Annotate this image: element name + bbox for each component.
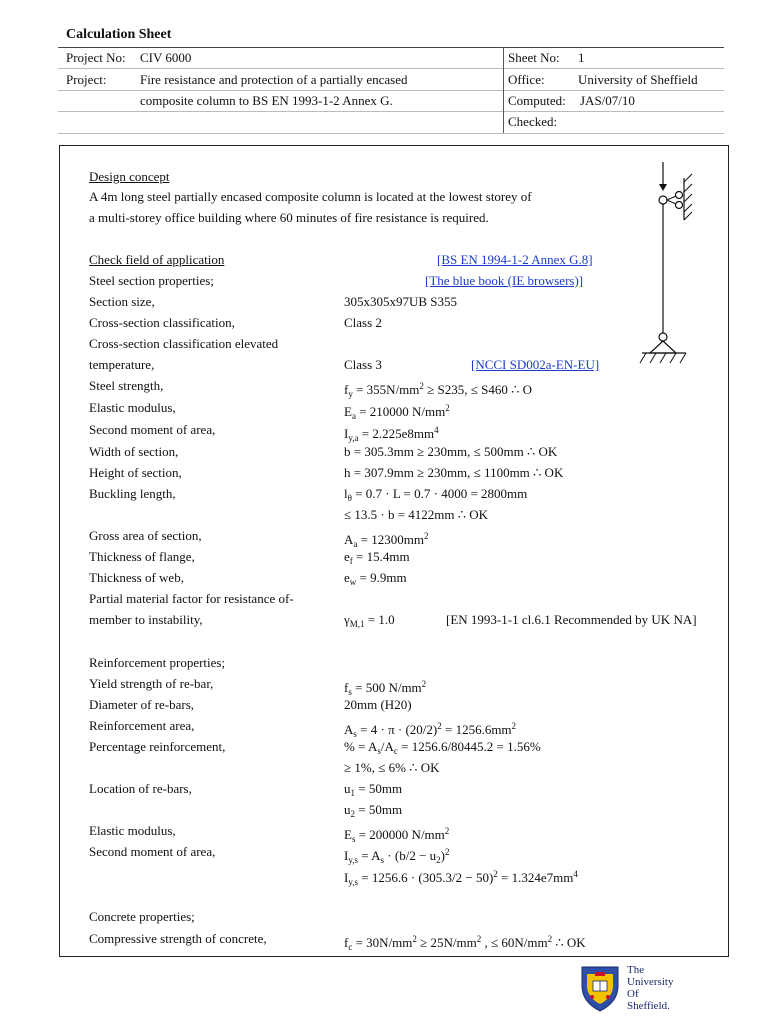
concept-line-1: A 4m long steel partially encased composite column is located at the lowest storey of xyxy=(89,189,532,204)
check-field-heading: Check field of application xyxy=(89,252,225,267)
percentage-formula-1: % = $A_s/A_c = 1256.6/80445.2 = 1.56\%$ xyxy=(344,739,541,756)
flange-label: Thickness of flange, xyxy=(89,549,195,564)
ncci-link[interactable]: [NCCI SD002a-EN-EU] xyxy=(471,357,600,372)
compressive-formula: $f_c = 30N/mm^2 \ge 25N/mm^2$ , ≤ $60N/mm^2$ ∴ OK xyxy=(344,934,586,952)
computed-label: Computed: xyxy=(508,93,566,108)
second-moment-reinf-label: Second moment of area, xyxy=(89,844,216,859)
elastic-modulus-reinf-formula: $E_s = 200000$ $N/mm^2$ xyxy=(344,826,450,844)
partial-factor-label-2: member to instability, xyxy=(89,612,203,627)
gross-area-formula: $A_a = 12300mm^2$ xyxy=(344,531,429,549)
annex-g8-link[interactable]: [BS EN 1994-1-2 Annex G.8] xyxy=(437,252,593,267)
blue-book-link[interactable]: [The blue book (IE browsers)] xyxy=(425,273,584,288)
buckling-formula-1: $l_\theta = 0.7 \cdot L = 0.7 \cdot 4000 = 2800mm$ xyxy=(344,486,528,503)
reinforcement-heading: Reinforcement properties; xyxy=(89,655,226,670)
classification-elevated-label-1: Cross-section classification elevated xyxy=(89,336,279,351)
classification-label: Cross-section classification, xyxy=(89,315,235,330)
steel-props-heading: Steel section properties; xyxy=(89,273,214,288)
office-value: University of Sheffield xyxy=(578,72,698,87)
second-moment-reinf-formula-1: $I_{y,s} = A_s \cdot (b/2 - u_2)^2$ xyxy=(344,847,450,865)
reinforcement-area-formula: $A_s = 4 \cdot \pi \cdot (20/2)^2 = 1256.6mm^2$ xyxy=(344,721,517,739)
project-no-value: CIV 6000 xyxy=(140,50,192,65)
project-line-2: composite column to BS EN 1993-1-2 Annex G. xyxy=(140,93,393,108)
web-formula: $e_w = 9.9mm$ xyxy=(344,570,407,587)
second-moment-label: Second moment of area, xyxy=(89,422,216,437)
location-u1: $u_1 = 50mm$ xyxy=(344,781,403,798)
sheet-title: Calculation Sheet xyxy=(66,27,172,42)
compressive-label: Compressive strength of concrete, xyxy=(89,931,267,946)
yield-formula: $f_s = 500$ $N/mm^2$ xyxy=(344,679,427,697)
section-size-value: 305x305x97UB S355 xyxy=(344,294,458,309)
header-divider xyxy=(503,47,504,133)
header-rule-1 xyxy=(58,68,724,69)
steel-strength-formula: $f_y = 355N/mm^2 \ge S235$, ≤ S460 ∴ O xyxy=(344,381,533,399)
flange-formula: $e_f = 15.4mm$ xyxy=(344,549,410,566)
project-label: Project: xyxy=(66,72,107,87)
column-diagram-icon xyxy=(636,158,708,370)
gross-area-label: Gross area of section, xyxy=(89,528,202,543)
buckling-label: Buckling length, xyxy=(89,486,176,501)
steel-strength-label: Steel strength, xyxy=(89,378,164,393)
width-label: Width of section, xyxy=(89,444,179,459)
sheet-no-value: 1 xyxy=(578,50,585,65)
yield-label: Yield strength of re-bar, xyxy=(89,676,214,691)
partial-factor-ref: [EN 1993-1-1 cl.6.1 Recommended by UK NA] xyxy=(446,612,697,627)
reinforcement-area-label: Reinforcement area, xyxy=(89,718,195,733)
project-no-label: Project No: xyxy=(66,50,126,65)
web-label: Thickness of web, xyxy=(89,570,184,585)
university-wordmark: The University Of Sheffield. xyxy=(627,964,674,1012)
percentage-formula-2: ≥ 1%, ≤ 6% ∴ OK xyxy=(344,760,440,775)
section-size-label: Section size, xyxy=(89,294,155,309)
width-formula: b = 305.3mm ≥ 230mm, ≤ 500mm ∴ OK xyxy=(344,444,558,459)
height-label: Height of section, xyxy=(89,465,182,480)
checked-label: Checked: xyxy=(508,114,558,129)
buckling-formula-2: ≤ 13.5 · b = 4122mm ∴ OK xyxy=(344,507,489,522)
percentage-label: Percentage reinforcement, xyxy=(89,739,226,754)
sheet-no-label: Sheet No: xyxy=(508,50,560,65)
location-label: Location of re-bars, xyxy=(89,781,192,796)
classification-elevated-label-2: temperature, xyxy=(89,357,155,372)
elastic-modulus-reinf-label: Elastic modulus, xyxy=(89,823,176,838)
location-u2: $u_2 = 50mm$ xyxy=(344,802,403,819)
classification-value: Class 2 xyxy=(344,315,382,330)
diameter-label: Diameter of re-bars, xyxy=(89,697,195,712)
computed-value: JAS/07/10 xyxy=(580,93,635,108)
concrete-heading: Concrete properties; xyxy=(89,909,195,924)
header-rule-4 xyxy=(58,133,724,134)
header-rule-2 xyxy=(58,90,724,91)
header-rule-3 xyxy=(58,111,724,112)
classification-elevated-value: Class 3 xyxy=(344,357,382,372)
second-moment-reinf-formula-2: $I_{y,s} = 1256.6 \cdot (305.3/2 - 50)^2 = 1.324e7mm^4$ xyxy=(344,869,578,887)
partial-factor-formula: $\gamma_{M,1} = 1.0$ xyxy=(344,612,395,629)
height-formula: h = 307.9mm ≥ 230mm, ≤ 1100mm ∴ OK xyxy=(344,465,564,480)
diameter-value: 20mm (H20) xyxy=(344,697,412,712)
elastic-modulus-formula: $E_a = 210000$ $N/mm^2$ xyxy=(344,403,450,421)
partial-factor-label-1: Partial material factor for resistance of- xyxy=(89,591,294,606)
office-label: Office: xyxy=(508,72,545,87)
header-rule-top xyxy=(58,47,724,48)
design-concept-heading: Design concept xyxy=(89,169,170,184)
second-moment-formula: $I_{y,a} = 2.225e8mm^4$ xyxy=(344,425,439,443)
concept-line-2: a multi-storey office building where 60 minutes of fire resistance is required. xyxy=(89,210,489,225)
elastic-modulus-label: Elastic modulus, xyxy=(89,400,176,415)
project-line-1: Fire resistance and protection of a partially encased xyxy=(140,72,408,87)
university-crest-icon xyxy=(578,964,622,1012)
